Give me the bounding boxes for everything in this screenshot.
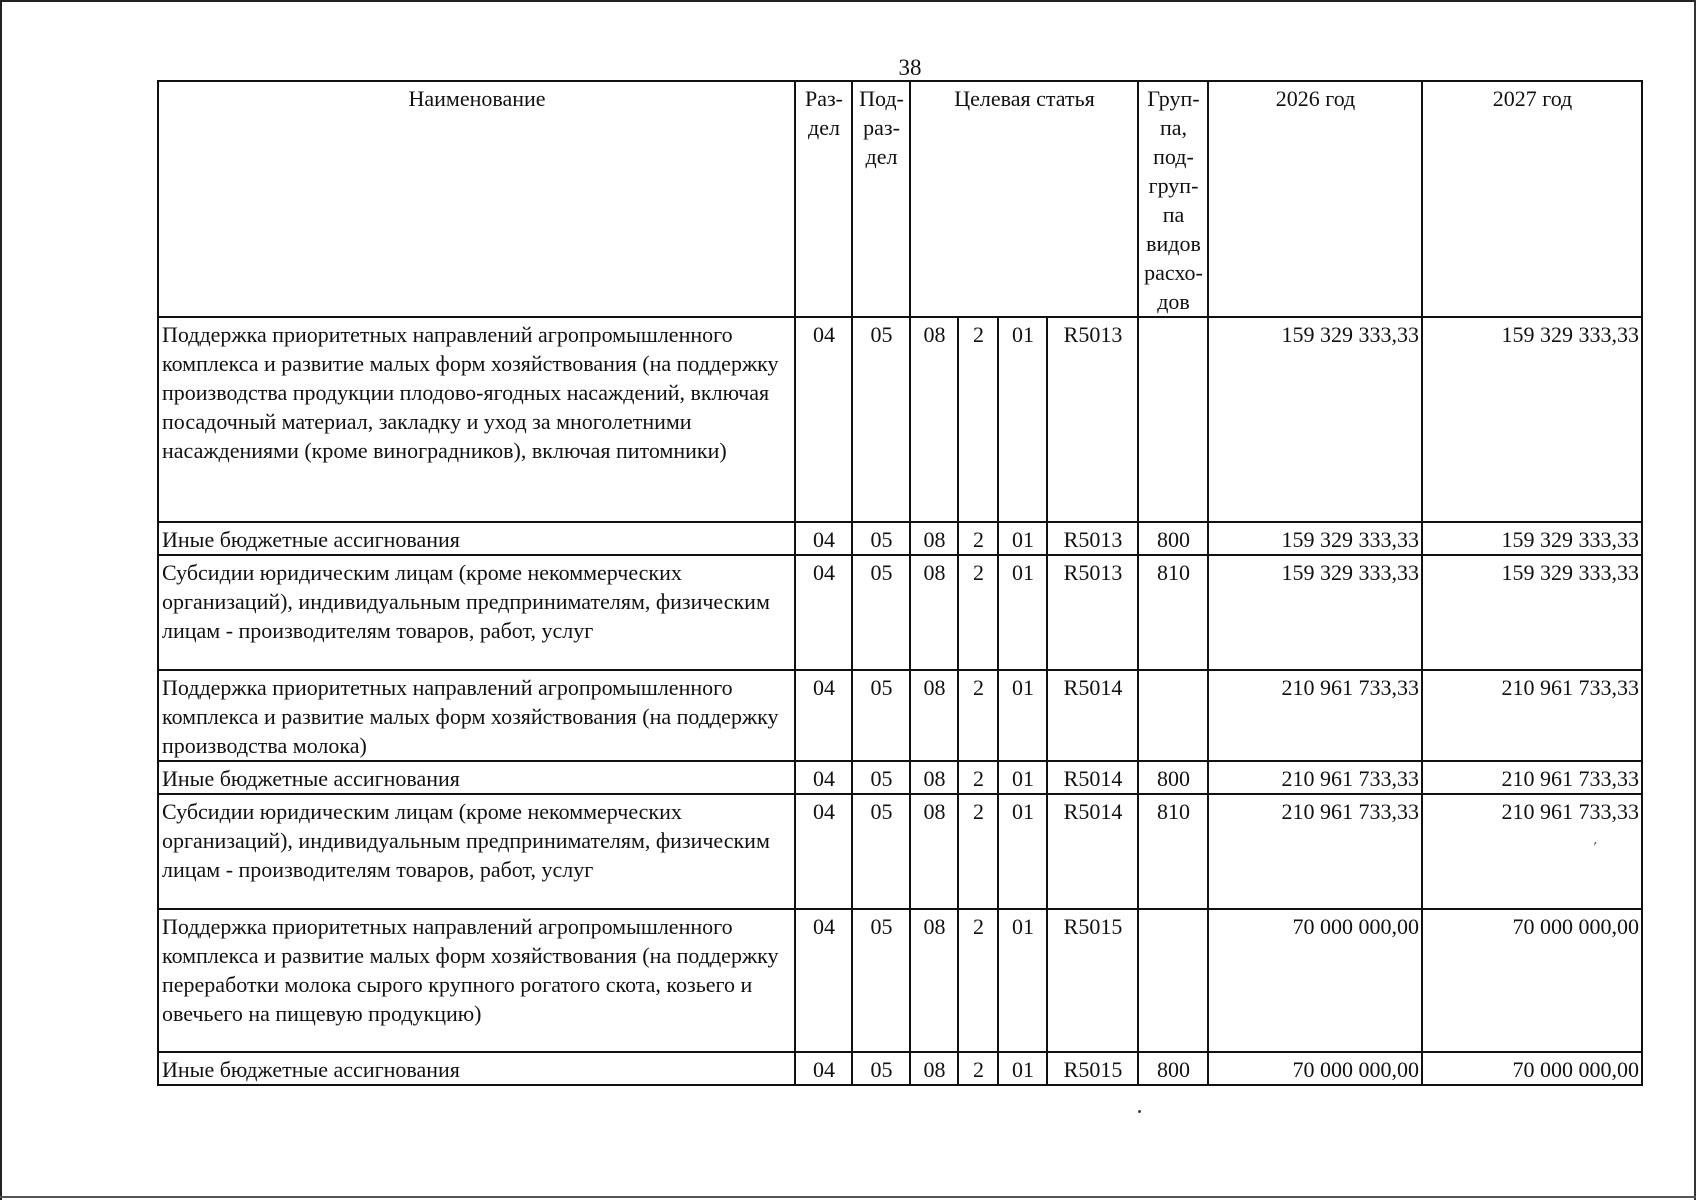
header-year-2026: 2026 год [1208, 81, 1422, 317]
row-expense-group [1138, 670, 1208, 761]
row-name: Иные бюджетные ассигнования [158, 1052, 795, 1085]
row-podrazdel: 05 [852, 761, 910, 794]
page-frame-bottom [0, 1196, 1696, 1198]
row-name: Поддержка приоритетных направлений агропромышленного комплекса и развитие малых форм хозяйствования (на поддержку переработки молока сырого крупного рогатого скота, козьего и овечьего на пищевую продукцию) [158, 909, 795, 1052]
row-name: Субсидии юридическим лицам (кроме некоммерческих организаций), индивидуальным предпринимателям, физическим лицам - производителям товаров, работ, услуг [158, 555, 795, 670]
row-amount-2027: 159 329 333,33 [1422, 317, 1642, 522]
header-razdel: Раз- дел [795, 81, 852, 317]
row-expense-group: 800 [1138, 761, 1208, 794]
page-frame-top [0, 0, 1696, 2]
row-amount-2027: 210 961 733,33 [1422, 761, 1642, 794]
row-amount-2026: 210 961 733,33 [1208, 761, 1422, 794]
row-amount-2026: 210 961 733,33 [1208, 670, 1422, 761]
row-amount-2027: 159 329 333,33 [1422, 555, 1642, 670]
row-target-program: 08 [910, 761, 958, 794]
row-target-main-event: 01 [998, 1052, 1047, 1085]
table-row [158, 522, 1642, 555]
row-target-direction: R5015 [1047, 1052, 1138, 1085]
table-row [158, 670, 1642, 761]
row-expense-group [1138, 909, 1208, 1052]
table-row [158, 761, 1642, 794]
row-name: Иные бюджетные ассигнования [158, 761, 795, 794]
row-target-direction: R5013 [1047, 555, 1138, 670]
row-target-main-event: 01 [998, 761, 1047, 794]
table-row [158, 1052, 1642, 1085]
row-target-direction: R5014 [1047, 670, 1138, 761]
row-target-subprogram: 2 [958, 1052, 998, 1085]
row-expense-group: 810 [1138, 794, 1208, 909]
row-target-subprogram: 2 [958, 794, 998, 909]
row-target-program: 08 [910, 794, 958, 909]
row-amount-2026: 159 329 333,33 [1208, 555, 1422, 670]
row-target-subprogram: 2 [958, 761, 998, 794]
row-expense-group: 810 [1138, 555, 1208, 670]
row-target-program: 08 [910, 1052, 958, 1085]
row-razdel: 04 [795, 670, 852, 761]
row-name: Поддержка приоритетных направлений агропромышленного комплекса и развитие малых форм хозяйствования (на поддержку производства молока) [158, 670, 795, 761]
row-target-program: 08 [910, 670, 958, 761]
row-razdel: 04 [795, 761, 852, 794]
header-expense-group: Груп- па, под- груп- па видов расхо- дов [1138, 81, 1208, 317]
row-target-direction: R5014 [1047, 761, 1138, 794]
row-amount-2027: 70 000 000,00 [1422, 1052, 1642, 1085]
row-name: Иные бюджетные ассигнования [158, 522, 795, 555]
row-target-direction: R5014 [1047, 794, 1138, 909]
table-row [158, 794, 1642, 909]
row-amount-2026: 70 000 000,00 [1208, 1052, 1422, 1085]
row-name: Поддержка приоритетных направлений агропромышленного комплекса и развитие малых форм хозяйствования (на поддержку производства продукции плодово-ягодных насаждений, включая посадочный материал, закладку и уход за многолетними насаждениями (кроме виноградников), включая питомники) [158, 317, 795, 522]
row-target-subprogram: 2 [958, 555, 998, 670]
row-expense-group [1138, 317, 1208, 522]
row-razdel: 04 [795, 909, 852, 1052]
row-name: Субсидии юридическим лицам (кроме некоммерческих организаций), индивидуальным предпринимателям, физическим лицам - производителям товаров, работ, услуг [158, 794, 795, 909]
pen-tick-mark: ˊ [1591, 839, 1604, 858]
page-frame-left [0, 0, 2, 1200]
header-podrazdel: Под- раз- дел [852, 81, 910, 317]
row-amount-2026: 159 329 333,33 [1208, 317, 1422, 522]
page-number: 38 [898, 55, 922, 80]
table-header-row [158, 81, 1642, 317]
row-amount-2027: 159 329 333,33 [1422, 522, 1642, 555]
row-razdel: 04 [795, 317, 852, 522]
row-target-main-event: 01 [998, 317, 1047, 522]
row-target-main-event: 01 [998, 522, 1047, 555]
row-expense-group: 800 [1138, 522, 1208, 555]
row-amount-2027: 70 000 000,00 [1422, 909, 1642, 1052]
row-podrazdel: 05 [852, 317, 910, 522]
row-target-program: 08 [910, 555, 958, 670]
row-razdel: 04 [795, 555, 852, 670]
row-target-program: 08 [910, 909, 958, 1052]
table-row [158, 909, 1642, 1052]
row-target-direction: R5013 [1047, 522, 1138, 555]
row-target-main-event: 01 [998, 555, 1047, 670]
row-target-subprogram: 2 [958, 317, 998, 522]
row-expense-group: 800 [1138, 1052, 1208, 1085]
scan-dot [1138, 1110, 1141, 1113]
row-target-program: 08 [910, 522, 958, 555]
row-target-program: 08 [910, 317, 958, 522]
table-row [158, 555, 1642, 670]
row-podrazdel: 05 [852, 555, 910, 670]
row-target-main-event: 01 [998, 670, 1047, 761]
row-target-subprogram: 2 [958, 670, 998, 761]
row-amount-2027: 210 961 733,33 [1422, 794, 1642, 909]
row-podrazdel: 05 [852, 522, 910, 555]
row-razdel: 04 [795, 522, 852, 555]
row-podrazdel: 05 [852, 909, 910, 1052]
header-name: Наименование [158, 81, 795, 317]
row-razdel: 04 [795, 1052, 852, 1085]
row-amount-2027: 210 961 733,33 [1422, 670, 1642, 761]
header-year-2027: 2027 год [1422, 81, 1642, 317]
row-target-direction: R5013 [1047, 317, 1138, 522]
row-target-subprogram: 2 [958, 522, 998, 555]
row-podrazdel: 05 [852, 794, 910, 909]
row-target-direction: R5015 [1047, 909, 1138, 1052]
budget-table [157, 80, 1643, 1086]
row-amount-2026: 210 961 733,33 [1208, 794, 1422, 909]
row-amount-2026: 70 000 000,00 [1208, 909, 1422, 1052]
row-amount-2026: 159 329 333,33 [1208, 522, 1422, 555]
row-target-subprogram: 2 [958, 909, 998, 1052]
row-razdel: 04 [795, 794, 852, 909]
table-row [158, 317, 1642, 522]
header-target-article: Целевая статья [910, 81, 1138, 317]
row-target-main-event: 01 [998, 909, 1047, 1052]
row-podrazdel: 05 [852, 1052, 910, 1085]
row-podrazdel: 05 [852, 670, 910, 761]
row-target-main-event: 01 [998, 794, 1047, 909]
